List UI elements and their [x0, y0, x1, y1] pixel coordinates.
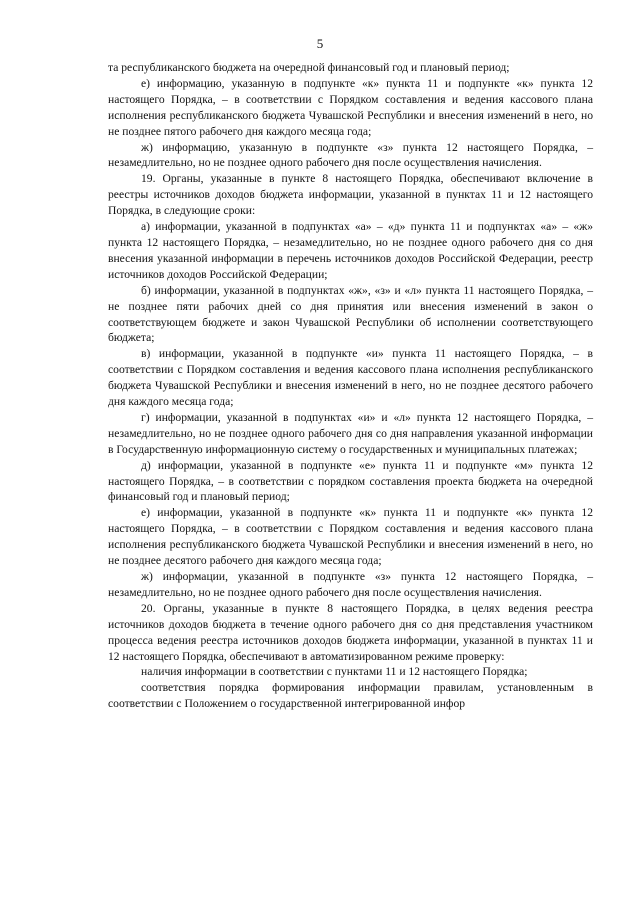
paragraph: е) информации, указанной в подпункте «к» пункта 11 и подпункте «к» пункта 12 настоящего Порядка, – в соответствии с Порядком составления и ведения кассового плана исполнения республиканского бюджета Чувашской Республики и внесения изменений в него, но не позднее десятого рабочего дня каждого месяца года; — [108, 506, 593, 568]
paragraph: б) информации, указанной в подпунктах «ж», «з» и «л» пункта 11 настоящего Порядка, – не позднее пяти рабочих дней со дня принятия или внесения изменений в закон о соответствующем бюджете и закон Чувашской Республики об исполнении соответствующего бюджета; — [108, 283, 593, 345]
paragraph: е) информацию, указанную в подпункте «к» пункта 11 и подпункте «к» пункта 12 настоящего Порядка, – в соответствии с Порядком составления и ведения кассового плана исполнения республиканского бюджета Чувашской Республики и внесения изменений в него, но не позднее пятого рабочего дня каждого месяца года; — [108, 76, 593, 138]
paragraph: а) информации, указанной в подпунктах «а» – «д» пункта 11 и подпунктах «а» – «ж» пункта 12 настоящего Порядка, – незамедлительно, но не позднее одного рабочего дня со дня внесения указанной информации в перечень источников доходов Российской Федерации, реестр источников доходов Российской Федерации; — [108, 220, 593, 281]
document-body — [108, 60, 593, 712]
paragraph: 20. Органы, указанные в пункте 8 настоящего Порядка, в целях ведения реестра источников доходов бюджета в течение одного рабочего дня со дня представления участником процесса ведения реестра источников доходов бюджета информации, указанной в пунктах 11 и 12 настоящего Порядка, обеспечивают в автоматизированном режиме проверку: — [108, 601, 593, 663]
paragraph: д) информации, указанной в подпункте «е» пункта 11 и подпункте «м» пункта 12 настоящего Порядка, – в соответствии с порядком составления проекта бюджета на очередной финансовый год и плановый период; — [108, 458, 593, 504]
page-number: 5 — [316, 36, 324, 51]
paragraph: ж) информацию, указанную в подпункте «з» пункта 12 настоящего Порядка, – незамедлительно, но не позднее одного рабочего дня после осуществления начисления. — [108, 140, 593, 170]
paragraph: 19. Органы, указанные в пункте 8 настоящего Порядка, обеспечивают включение в реестры источников доходов бюджета информации, указанной в пунктах 11 и 12 настоящего Порядка, в следующие сроки: — [108, 172, 593, 218]
paragraph: соответствия порядка формирования информации правилам, установленным в соответствии с Положением о государственной интегрированной инфор — [108, 681, 593, 711]
paragraph: ж) информации, указанной в подпункте «з» пункта 12 настоящего Порядка, – незамедлительно, но не позднее одного рабочего дня после осуществления начисления. — [108, 570, 593, 599]
paragraph: та республиканского бюджета на очередной финансовый год и плановый период; — [108, 61, 510, 74]
paragraph: наличия информации в соответствии с пунктами 11 и 12 настоящего Порядка; — [141, 665, 528, 679]
paragraph: г) информации, указанной в подпунктах «и» и «л» пункта 12 настоящего Порядка, – незамедлительно, но не позднее одного рабочего дня со дня направления указанной информации в Государственную информационную систему о государственных и муниципальных платежах; — [108, 410, 593, 456]
paragraph: в) информации, указанной в подпункте «и» пункта 11 настоящего Порядка, – в соответствии с Порядком составления и ведения кассового плана исполнения республиканского бюджета Чувашской Республики и внесения изменений в него, но не позднее десятого рабочего дня каждого месяца года; — [108, 347, 593, 409]
